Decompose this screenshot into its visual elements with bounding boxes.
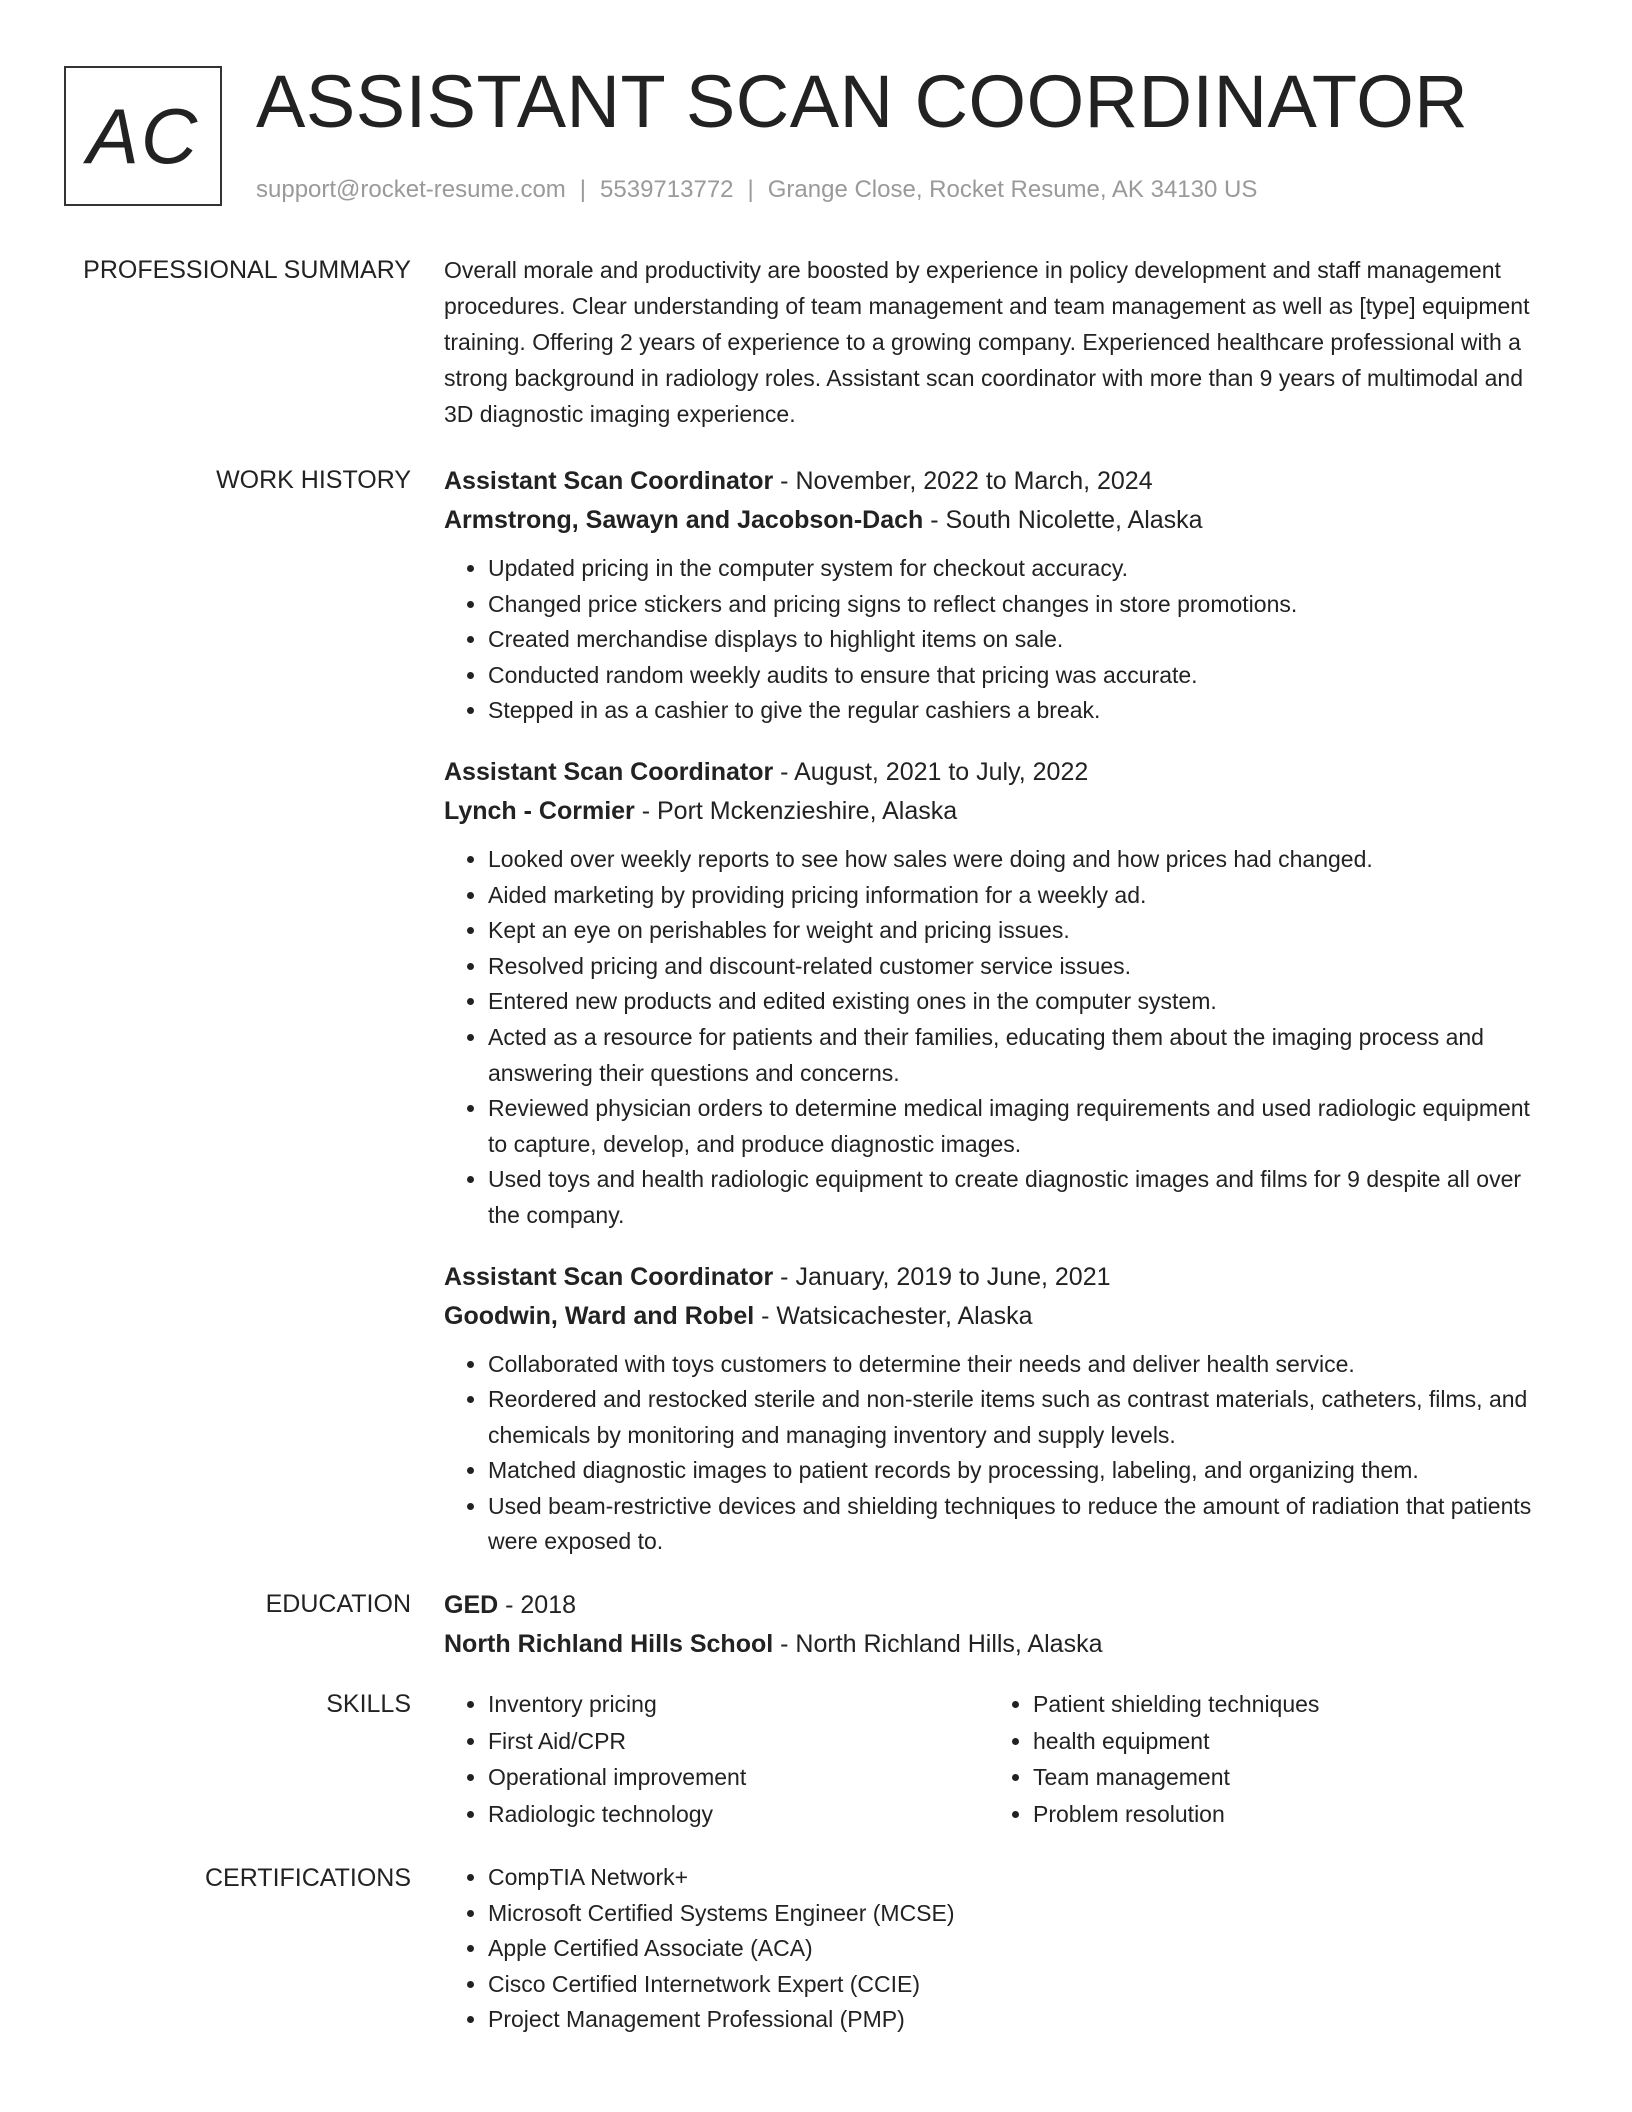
job-company: Armstrong, Sawayn and Jacobson-Dach (444, 506, 924, 534)
section-title-certifications: CERTIFICATIONS (204, 1864, 411, 1893)
job-bullet: • Reordered and restocked sterile and non-sterile items such as contrast materials, catheters, films, and chemicals by monitoring and managing inventory and supply levels. (488, 1382, 1554, 1453)
job-location: - Port Mckenzieshire, Alaska (634, 796, 958, 825)
education-body (444, 1586, 1554, 1664)
skills-grid (444, 1686, 1544, 1832)
job-role-line (444, 1258, 1554, 1297)
education-section (0, 1586, 1632, 1664)
contact-phone: 5539713772 (600, 176, 734, 203)
job-bullet: • Matched diagnostic images to patient records by processing, labeling, and organizing them. (488, 1453, 1554, 1489)
summary-section (0, 252, 1632, 432)
education-school: North Richland Hills School (444, 1630, 774, 1659)
certification-item: • CompTIA Network+ (488, 1860, 1554, 1896)
job-dates: - November, 2022 to March, 2024 (773, 467, 1153, 495)
job-bullet: • Changed price stickers and pricing signs to reflect changes in store promotions. (488, 587, 1554, 623)
skill-item: • Team management (1033, 1759, 1534, 1796)
job-bullets (444, 842, 1554, 1234)
job-bullet: • Stepped in as a cashier to give the regular cashiers a break. (488, 693, 1554, 729)
job-role-line (444, 753, 1554, 792)
job-bullets (444, 1347, 1554, 1561)
contact-separator: | (579, 176, 587, 203)
skills-section (0, 1686, 1632, 1832)
job-bullet: • Created merchandise displays to highlight items on sale. (488, 622, 1554, 658)
job-location: - Watsicachester, Alaska (754, 1301, 1033, 1330)
education-school-line (444, 1625, 1554, 1664)
certifications-section (0, 1860, 1632, 2038)
certification-item: • Apple Certified Associate (ACA) (488, 1931, 1554, 1967)
job-bullet: • Aided marketing by providing pricing information for a weekly ad. (488, 878, 1554, 914)
job-company: Goodwin, Ward and Robel (444, 1301, 755, 1330)
summary-text: Overall morale and productivity are boosted by experience in policy development and staff management procedures. Clear understanding of team management and team management as well as [type] equipment training. Offering 2 years of experience to a growing company. Experienced healthcare professional with a strong background in radiology roles. Assistant scan coordinator with more than 9 years of multimodal and 3D diagnostic imaging experience. (444, 257, 1530, 427)
resume-content (0, 252, 1632, 2038)
job-entry (444, 753, 1554, 1234)
contact-email: support@rocket-resume.com (256, 176, 566, 203)
job-bullet: • Used beam-restrictive devices and shielding techniques to reduce the amount of radiation that patients were exposed to. (488, 1489, 1554, 1560)
job-company-line (444, 792, 1554, 831)
job-company: Lynch - Cormier (444, 796, 635, 825)
job-bullet: • Resolved pricing and discount-related customer service issues. (488, 949, 1554, 985)
job-entry (444, 1258, 1554, 1561)
work-body (444, 462, 1554, 1586)
skills-column-right (989, 1686, 1534, 1832)
job-bullet: • Conducted random weekly audits to ensure that pricing was accurate. (488, 658, 1554, 694)
certifications-body (444, 1860, 1554, 2038)
skills-body (444, 1686, 1554, 1832)
education-degree-line (444, 1586, 1554, 1625)
monogram-initials: AC (86, 91, 200, 180)
job-dates: - August, 2021 to July, 2022 (773, 757, 1089, 786)
skill-item: • Radiologic technology (488, 1796, 989, 1833)
job-bullet: • Collaborated with toys customers to determine their needs and deliver health service. (488, 1347, 1554, 1383)
skill-item: • Operational improvement (488, 1759, 989, 1796)
contact-separator: | (747, 176, 754, 203)
section-title-skills: SKILLS (326, 1690, 411, 1719)
job-role-line (444, 462, 1554, 501)
skill-item: • Problem resolution (1033, 1796, 1534, 1833)
education-location: - North Richland Hills, Alaska (773, 1630, 1103, 1659)
skill-item: • Patient shielding techniques (1033, 1686, 1534, 1723)
certifications-list (444, 1860, 1554, 2038)
certification-item: • Project Management Professional (PMP) (488, 2002, 1554, 2038)
summary-body (444, 252, 1554, 432)
section-title-summary: PROFESSIONAL SUMMARY (83, 256, 411, 284)
job-bullet: • Used toys and health radiologic equipment to create diagnostic images and films for 9 despite all over the company. (488, 1162, 1554, 1233)
job-role: Assistant Scan Coordinator (444, 1262, 774, 1291)
job-bullet: • Looked over weekly reports to see how sales were doing and how prices had changed. (488, 842, 1554, 878)
certification-item: • Microsoft Certified Systems Engineer (MCSE) (488, 1896, 1554, 1932)
skill-item: • Inventory pricing (488, 1686, 989, 1723)
job-dates: - January, 2019 to June, 2021 (773, 1262, 1111, 1291)
skill-item: • First Aid/CPR (488, 1723, 989, 1760)
job-company-line (444, 501, 1554, 540)
job-bullet: • Kept an eye on perishables for weight and pricing issues. (488, 913, 1554, 949)
skills-list (989, 1686, 1534, 1832)
section-title-work: WORK HISTORY (216, 466, 411, 494)
education-year: - 2018 (498, 1591, 577, 1620)
job-role: Assistant Scan Coordinator (444, 757, 774, 786)
skills-list (444, 1686, 989, 1832)
contact-address: Grange Close, Rocket Resume, AK 34130 US (767, 176, 1258, 203)
job-bullets (444, 551, 1554, 729)
job-role: Assistant Scan Coordinator (444, 467, 774, 495)
job-entry (444, 462, 1554, 729)
job-bullet: • Acted as a resource for patients and their families, educating them about the imaging process and answering their questions and concerns. (488, 1020, 1554, 1091)
work-section (0, 462, 1632, 1586)
contact-line (256, 174, 1257, 206)
resume-name: ASSISTANT SCAN COORDINATOR (256, 60, 1469, 143)
certification-item: • Cisco Certified Internetwork Expert (CCIE) (488, 1967, 1554, 2003)
education-degree: GED (444, 1591, 499, 1620)
job-bullet: • Updated pricing in the computer system for checkout accuracy. (488, 551, 1554, 587)
job-location: - South Nicolette, Alaska (923, 506, 1203, 534)
job-bullet: • Entered new products and edited existing ones in the computer system. (488, 984, 1554, 1020)
job-bullet: • Reviewed physician orders to determine medical imaging requirements and used radiologic equipment to capture, develop, and produce diagnostic images. (488, 1091, 1554, 1162)
skill-item: • health equipment (1033, 1723, 1534, 1760)
section-title-education: EDUCATION (265, 1590, 411, 1619)
skills-column-left (444, 1686, 989, 1832)
job-company-line (444, 1297, 1554, 1336)
monogram-box (64, 66, 222, 206)
